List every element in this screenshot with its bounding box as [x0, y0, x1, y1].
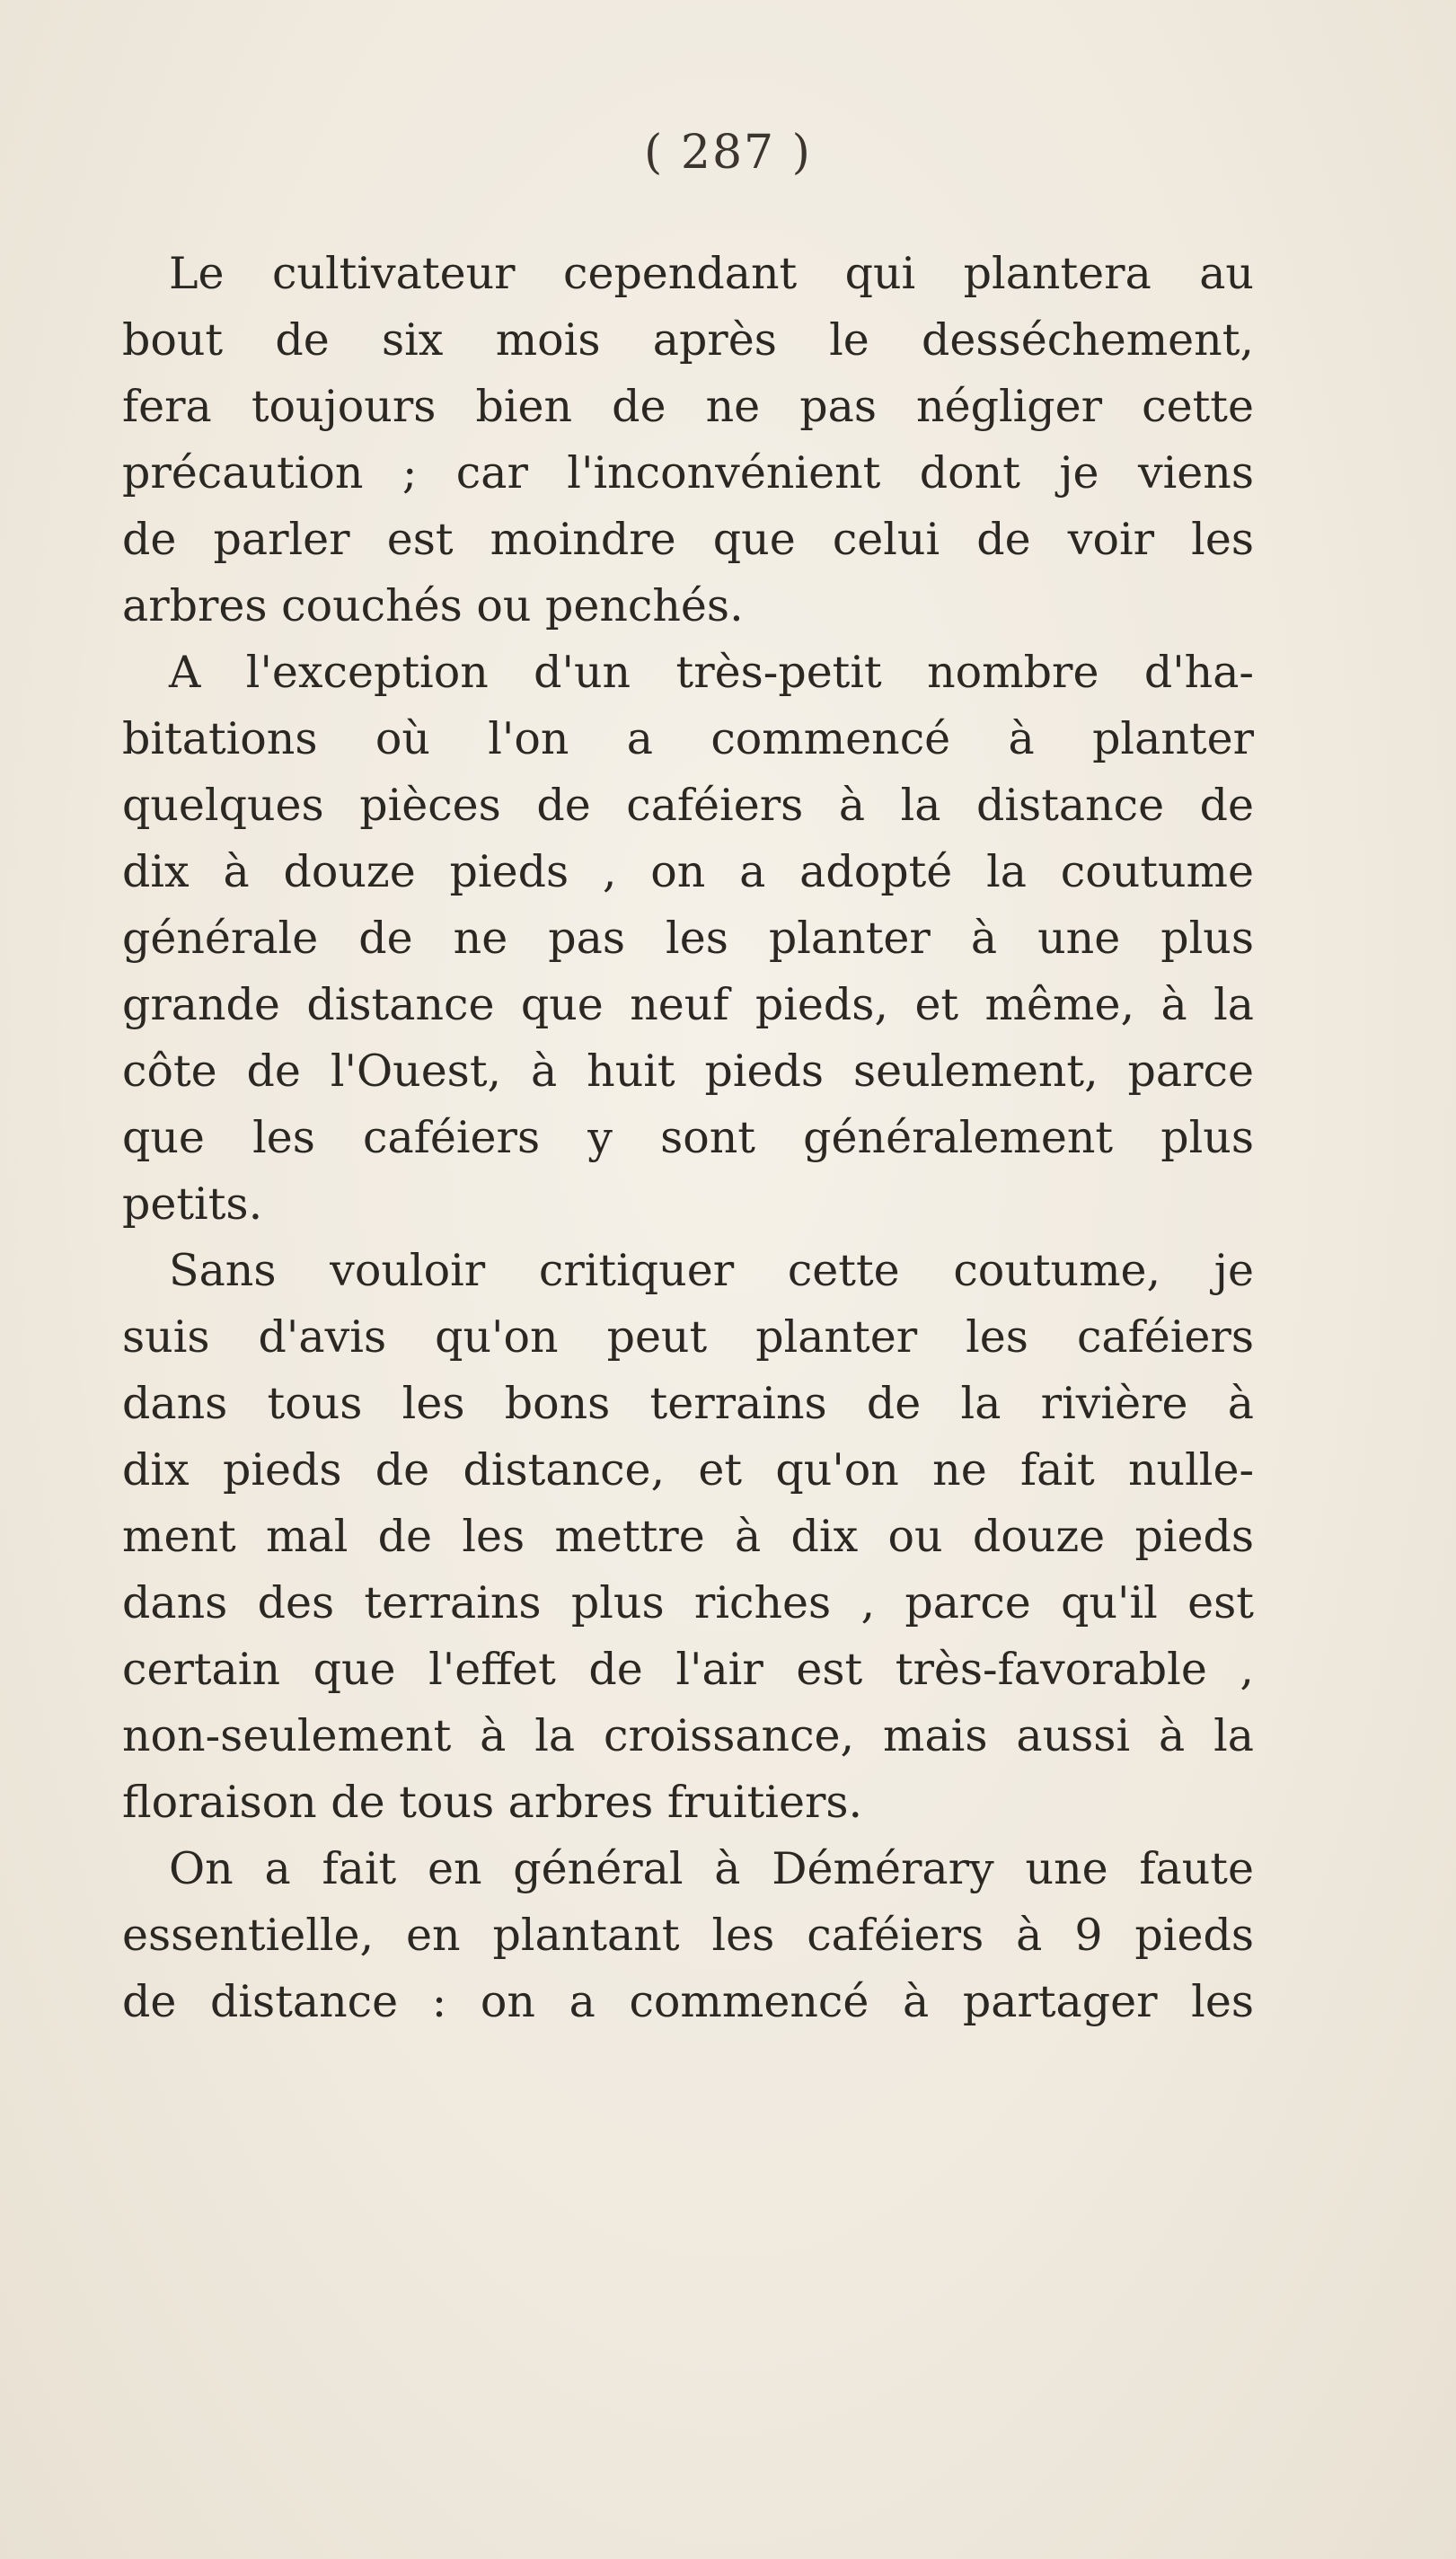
text-line: On a fait en général à Démérary une faute: [169, 1843, 1254, 1894]
text-line: bout de six mois après le desséchement,: [122, 314, 1254, 366]
text-line: générale de ne pas les planter à une plus: [122, 913, 1254, 964]
text-line: de parler est moindre que celui de voir les: [122, 514, 1254, 565]
text-line: Le cultivateur cependant qui plantera au: [169, 248, 1254, 299]
text-body: [122, 241, 1254, 2035]
text-line: que les caféiers y sont généralement plus: [122, 1112, 1254, 1163]
text-line: côte de l'Ouest, à huit pieds seulement, parce: [122, 1046, 1254, 1097]
text-line: arbres couchés ou penchés.: [122, 580, 744, 631]
text-line: dix à douze pieds , on a adopté la coutume: [122, 846, 1254, 897]
text-line: suis d'avis qu'on peut planter les caféiers: [122, 1311, 1254, 1363]
text-line: petits.: [122, 1178, 263, 1230]
text-line: non-seulement à la croissance, mais aussi à la: [122, 1710, 1254, 1761]
text-line: de distance : on a commencé à partager les: [122, 1976, 1254, 2027]
page-number: ( 287 ): [644, 126, 812, 180]
text-line: fera toujours bien de ne pas négliger cette: [122, 381, 1254, 432]
text-line: précaution ; car l'inconvénient dont je viens: [122, 447, 1254, 499]
text-line: dix pieds de distance, et qu'on ne fait nulle-: [122, 1444, 1254, 1496]
text-line: A l'exception d'un très-petit nombre d'ha-: [169, 647, 1254, 698]
text-line: floraison de tous arbres fruitiers.: [122, 1777, 863, 1828]
text-line: essentielle, en plantant les caféiers à 9 pieds: [122, 1910, 1254, 1961]
text-line: bitations où l'on a commencé à planter: [122, 713, 1254, 764]
text-line: Sans vouloir critiquer cette coutume, je: [169, 1245, 1254, 1296]
text-line: dans des terrains plus riches , parce qu'il est: [122, 1577, 1254, 1628]
text-line: ment mal de les mettre à dix ou douze pieds: [122, 1511, 1254, 1562]
text-line: grande distance que neuf pieds, et même, à la: [122, 979, 1254, 1030]
text-line: certain que l'effet de l'air est très-favorable ,: [122, 1644, 1254, 1695]
text-line: dans tous les bons terrains de la rivière à: [122, 1378, 1254, 1429]
text-line: quelques pièces de caféiers à la distance de: [122, 780, 1254, 831]
